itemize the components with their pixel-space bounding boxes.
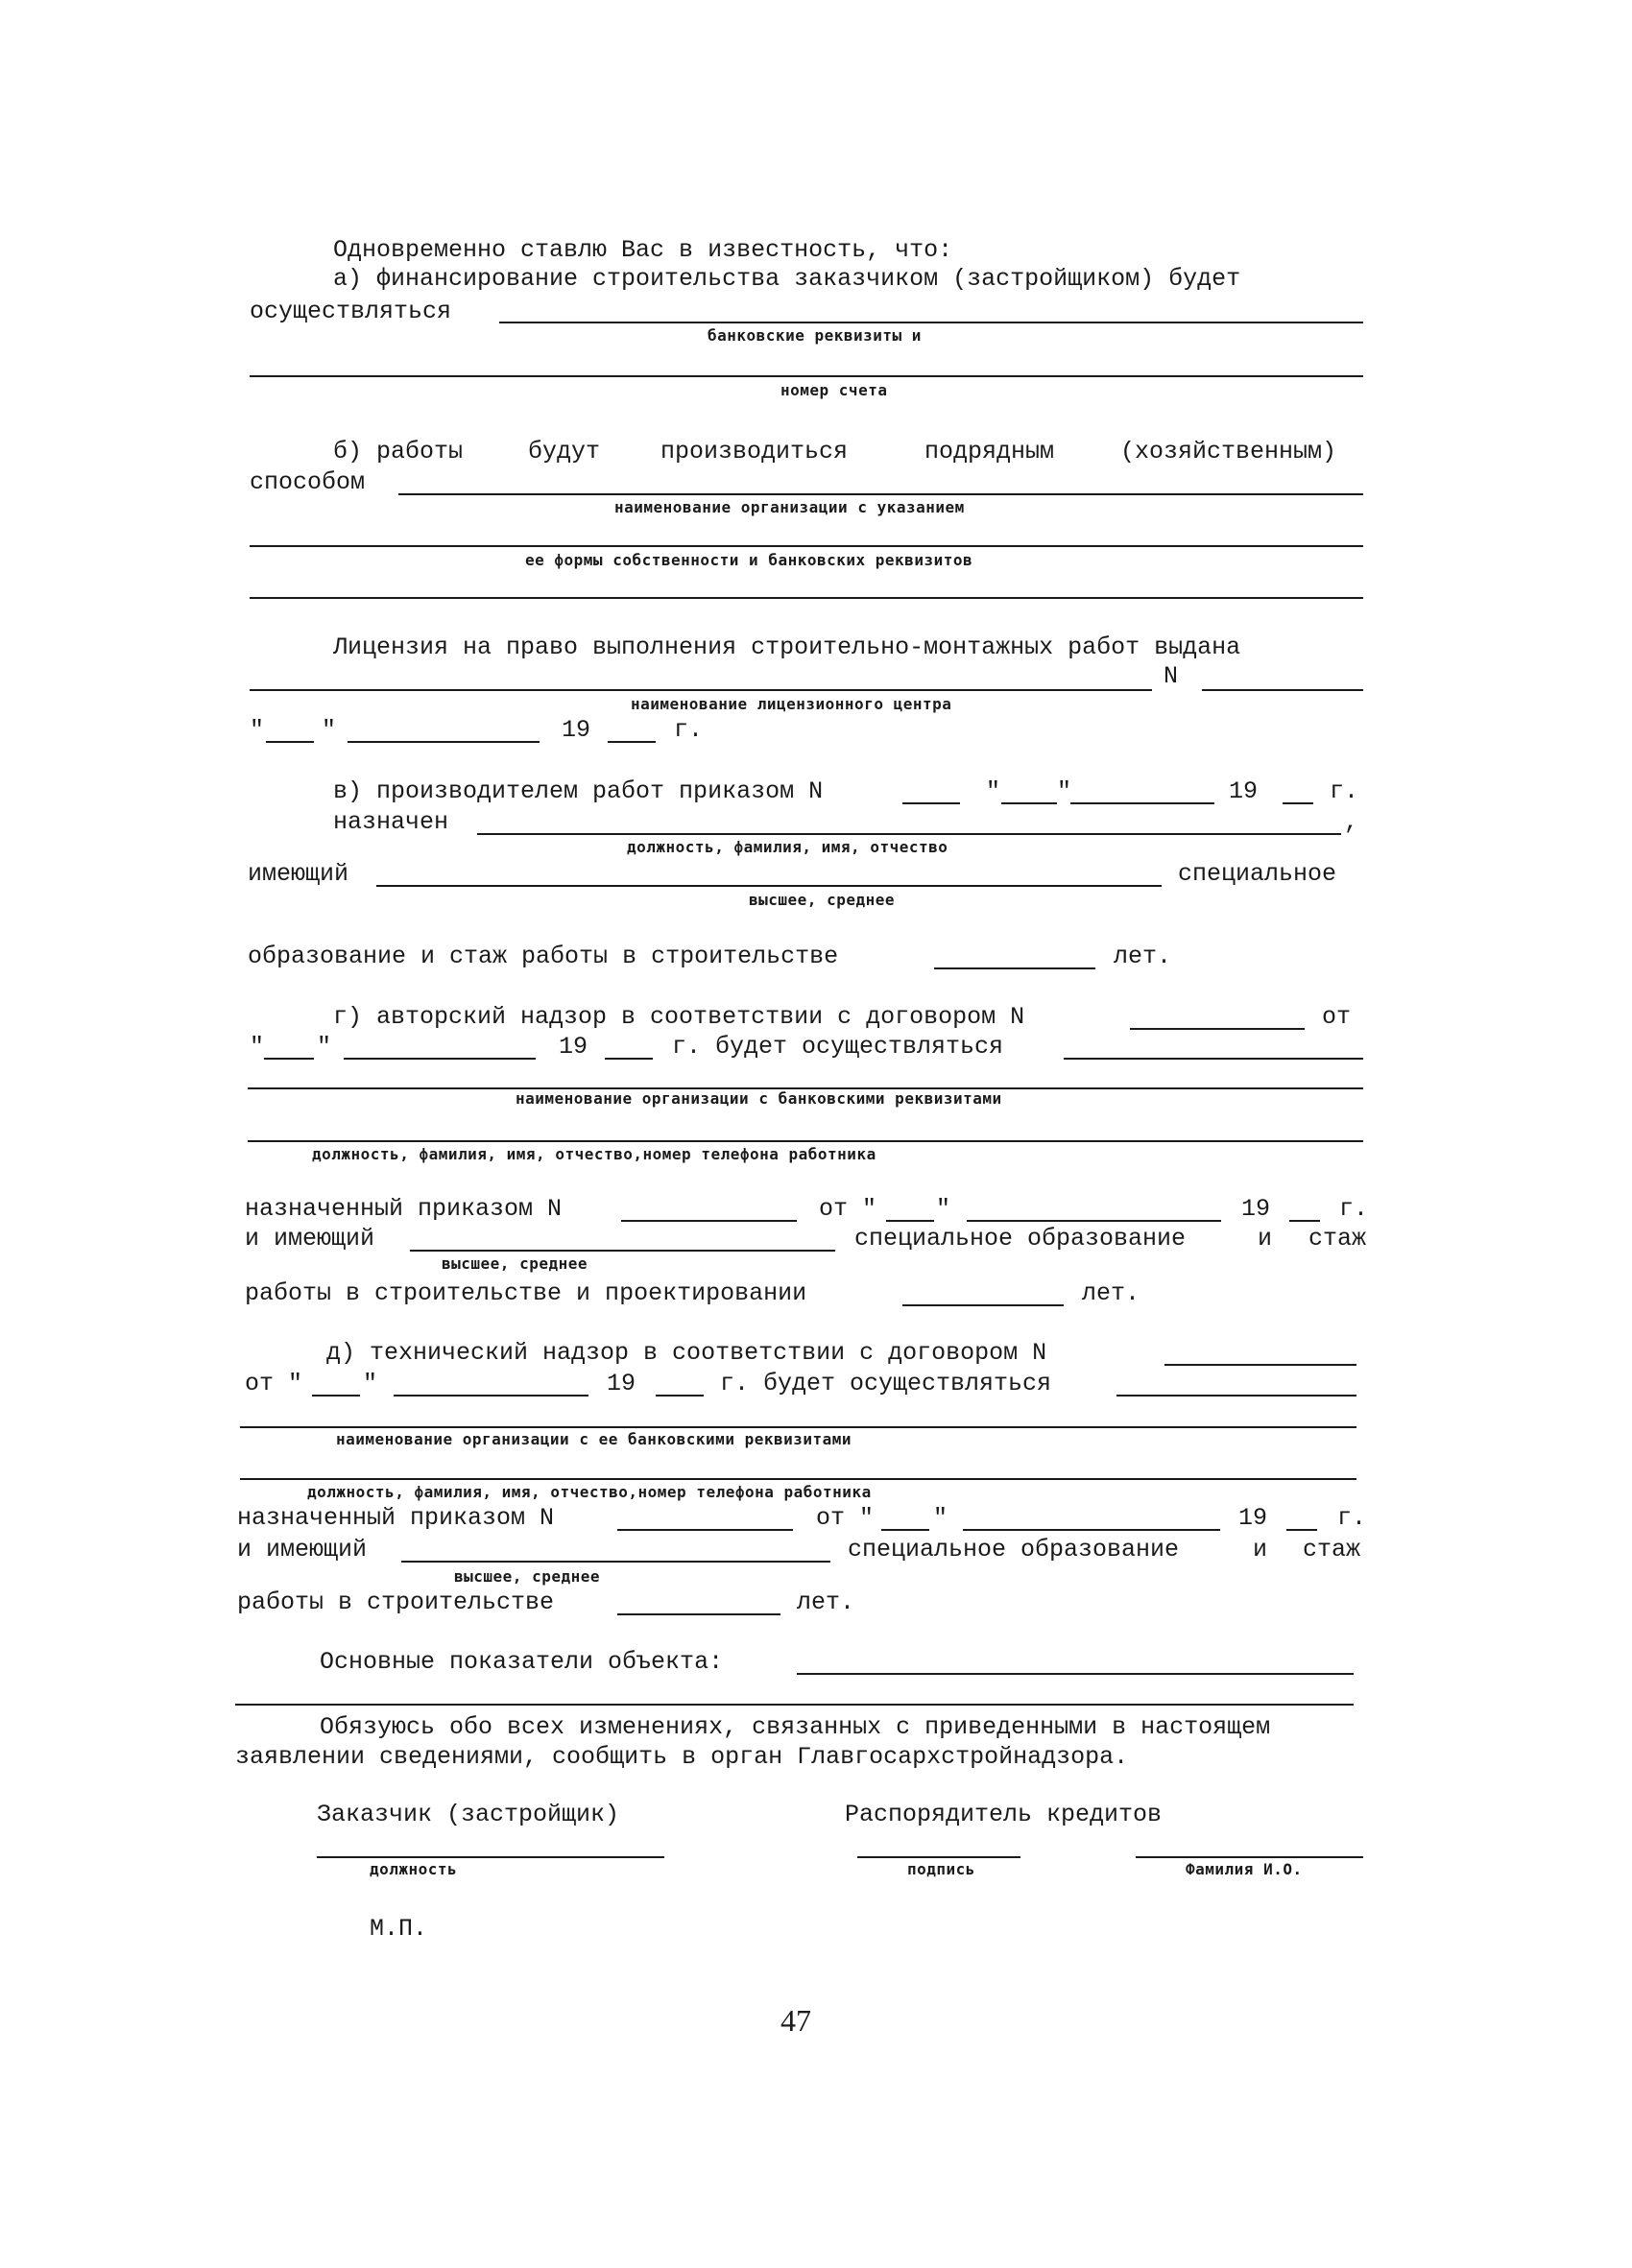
tech-contract-number-field[interactable] (1164, 1364, 1356, 1366)
manager-signature-field[interactable] (857, 1856, 1020, 1858)
author-contract-month-field[interactable] (344, 1058, 536, 1060)
caption-position: должность (370, 1860, 458, 1878)
section-g-stazh: стаж (1308, 1225, 1367, 1253)
bank-details-field[interactable] (499, 322, 1363, 323)
section-d-year2: 19 (1238, 1504, 1268, 1532)
author-education-field[interactable] (410, 1250, 835, 1252)
section-a-line2: осуществляться (250, 298, 452, 325)
foreman-experience-field[interactable] (934, 967, 1095, 969)
author-appoint-month-field[interactable] (967, 1220, 1221, 1222)
tech-education-field[interactable] (401, 1561, 830, 1563)
tech-contract-year-field[interactable] (656, 1395, 704, 1397)
section-d-quote: " (363, 1370, 378, 1397)
caption-account-number: номер счета (780, 381, 888, 399)
section-v-line4: образование и стаж работы в строительстве (248, 943, 839, 970)
tech-appoint-year-field[interactable] (1286, 1529, 1317, 1531)
license-center-field[interactable] (250, 689, 1152, 691)
section-d-line1: д) технический надзор в соответствии с договором N (326, 1339, 1047, 1367)
section-a-line1: а) финансирование строительства заказчиком (застройщиком) будет (333, 265, 1241, 293)
caption-contractor-form: ее формы собственности и банковских реквизитов (525, 551, 973, 569)
tech-contract-day-field[interactable] (312, 1395, 360, 1397)
section-d-g2: г. (1337, 1504, 1367, 1532)
section-v-special: специальное (1178, 860, 1337, 888)
tech-year-prefix: 19 (607, 1370, 636, 1397)
section-g-quote2: " (936, 1195, 951, 1223)
caption-bank-details: банковские реквизиты и (708, 326, 922, 345)
foreman-education-field[interactable] (376, 885, 1162, 887)
section-g-line3: назначенный приказом N (245, 1195, 563, 1223)
section-g-will: г. будет осуществляться (672, 1033, 1004, 1061)
caption-tech-org: наименование организации с ее банковскими реквизитами (336, 1430, 852, 1448)
section-g-year2: 19 (1241, 1195, 1271, 1223)
section-b-word4: подрядным (924, 438, 1055, 466)
caption-author-org: наименование организации с банковскими реквизитами (516, 1089, 1002, 1108)
caption-author-education: высшее, среднее (442, 1254, 588, 1273)
license-day-field[interactable] (266, 741, 314, 743)
foreman-name-field[interactable] (477, 833, 1341, 835)
caption-contractor-name: наименование организации с указанием (614, 498, 965, 516)
foreman-comma: , (1344, 808, 1359, 836)
section-g-and: и (1258, 1225, 1273, 1253)
section-b-word5: (хозяйственным) (1120, 438, 1337, 466)
order-year-prefix: 19 (1229, 777, 1259, 805)
order-month-field[interactable] (1070, 802, 1214, 804)
section-d-and: и (1253, 1536, 1268, 1564)
author-appoint-day-field[interactable] (886, 1220, 934, 1222)
author-contract-year-field[interactable] (605, 1058, 653, 1060)
section-g-line5: работы в строительстве и проектировании (245, 1279, 807, 1307)
section-b-word1: б) работы (333, 438, 464, 466)
section-g-ot2: от " (819, 1195, 877, 1223)
tech-appoint-order-field[interactable] (617, 1529, 793, 1531)
caption-signature: подпись (907, 1860, 975, 1878)
section-d-ot2: от " (816, 1504, 875, 1532)
author-person-field[interactable] (248, 1140, 1363, 1142)
indicators-field[interactable] (797, 1673, 1354, 1675)
author-year-prefix: 19 (559, 1033, 588, 1061)
author-quote-open: " (250, 1033, 265, 1061)
section-v-line2: назначен (333, 808, 449, 836)
section-g-line4: и имеющий (245, 1225, 375, 1253)
section-g-special: специальное образование (854, 1225, 1187, 1253)
section-d-line5: работы в строительстве (237, 1588, 555, 1616)
indicators-label: Основные показатели объекта: (320, 1648, 724, 1676)
customer-label: Заказчик (застройщик) (317, 1801, 620, 1828)
customer-position-field[interactable] (317, 1856, 664, 1858)
order-number-field[interactable] (902, 802, 960, 804)
caption-tech-person: должность, фамилия, имя, отчество,номер телефона работника (307, 1483, 872, 1501)
obligation-line2: заявлении сведениями, сообщить в орган Главгосархстройнадзора. (235, 1743, 1129, 1771)
section-g-g2: г. (1339, 1195, 1369, 1223)
order-quote-open: " (986, 777, 1001, 805)
tech-appoint-month-field[interactable] (963, 1529, 1220, 1531)
tech-contract-month-field[interactable] (394, 1395, 588, 1397)
obligation-line1: Обязуюсь обо всех изменениях, связанных с приведенными в настоящем (320, 1713, 1271, 1741)
author-contract-number-field[interactable] (1130, 1028, 1305, 1030)
section-d-ot: от " (245, 1370, 303, 1397)
caption-full-name: Фамилия И.О. (1186, 1860, 1303, 1878)
license-year-field[interactable] (608, 741, 656, 743)
section-d-special: специальное образование (848, 1536, 1180, 1564)
tech-person-field[interactable] (240, 1478, 1356, 1480)
author-appoint-order-field[interactable] (621, 1220, 797, 1222)
caption-foreman-education: высшее, среднее (749, 891, 895, 909)
contractor-name-field[interactable] (398, 493, 1363, 495)
order-g-label: г. (1330, 777, 1359, 805)
indicators-field-2[interactable] (235, 1704, 1354, 1706)
caption-tech-education: высшее, среднее (454, 1567, 600, 1586)
tech-org-field-2[interactable] (240, 1426, 1356, 1428)
section-b-line2: способом (250, 468, 366, 496)
author-experience-field[interactable] (902, 1304, 1064, 1306)
section-d-stazh: стаж (1303, 1536, 1361, 1564)
caption-author-person: должность, фамилия, имя, отчество,номер телефона работника (312, 1145, 876, 1163)
license-number-field[interactable] (1202, 689, 1363, 691)
section-g-years: лет. (1082, 1279, 1140, 1307)
author-contract-day-field[interactable] (264, 1058, 314, 1060)
caption-license-center: наименование лицензионного центра (631, 695, 952, 713)
section-d-years: лет. (797, 1588, 855, 1616)
caption-foreman-name: должность, фамилия, имя, отчество (627, 838, 948, 856)
order-year-field[interactable] (1283, 802, 1313, 804)
section-d-line4: и имеющий (237, 1536, 368, 1564)
license-line1: Лицензия на право выполнения строительно-монтажных работ выдана (333, 633, 1241, 661)
author-appoint-year-field[interactable] (1289, 1220, 1320, 1222)
section-b-word3: производиться (660, 438, 849, 466)
author-quote-close: " (317, 1033, 332, 1061)
section-v-years: лет. (1114, 943, 1172, 970)
license-n-label: N (1164, 662, 1179, 690)
order-quote-close: " (1057, 777, 1072, 805)
order-day-field[interactable] (1001, 802, 1057, 804)
section-v-line3: имеющий (248, 860, 349, 888)
account-number-field[interactable] (250, 375, 1363, 377)
section-g-line1: г) авторский надзор в соответствии с договором N (333, 1003, 1025, 1031)
credit-manager-label: Распорядитель кредитов (845, 1801, 1163, 1828)
license-quote-close: " (322, 716, 337, 744)
tech-appoint-day-field[interactable] (881, 1529, 929, 1531)
page-number: 47 (780, 2003, 811, 2038)
section-d-quote2: " (933, 1504, 948, 1532)
manager-name-field[interactable] (1136, 1856, 1363, 1858)
tech-org-field[interactable] (1116, 1395, 1356, 1397)
tech-experience-field[interactable] (617, 1613, 780, 1615)
license-year-prefix: 19 (562, 716, 591, 744)
section-d-will: г. будет осуществляться (720, 1370, 1052, 1397)
contractor-form-field[interactable] (250, 545, 1363, 547)
section-v-line1: в) производителем работ приказом N (333, 777, 824, 805)
author-org-field[interactable] (1064, 1058, 1363, 1060)
license-g-label: г. (674, 716, 704, 744)
section-g-ot: от (1322, 1003, 1352, 1031)
license-quote-open: " (250, 716, 265, 744)
stamp-placeholder: М.П. (370, 1915, 428, 1943)
section-d-line3: назначенный приказом N (237, 1504, 555, 1532)
contractor-extra-field[interactable] (250, 597, 1363, 599)
section-b-word2: будут (528, 438, 601, 466)
license-month-field[interactable] (348, 741, 540, 743)
intro-text: Одновременно ставлю Вас в известность, что: (333, 236, 953, 264)
